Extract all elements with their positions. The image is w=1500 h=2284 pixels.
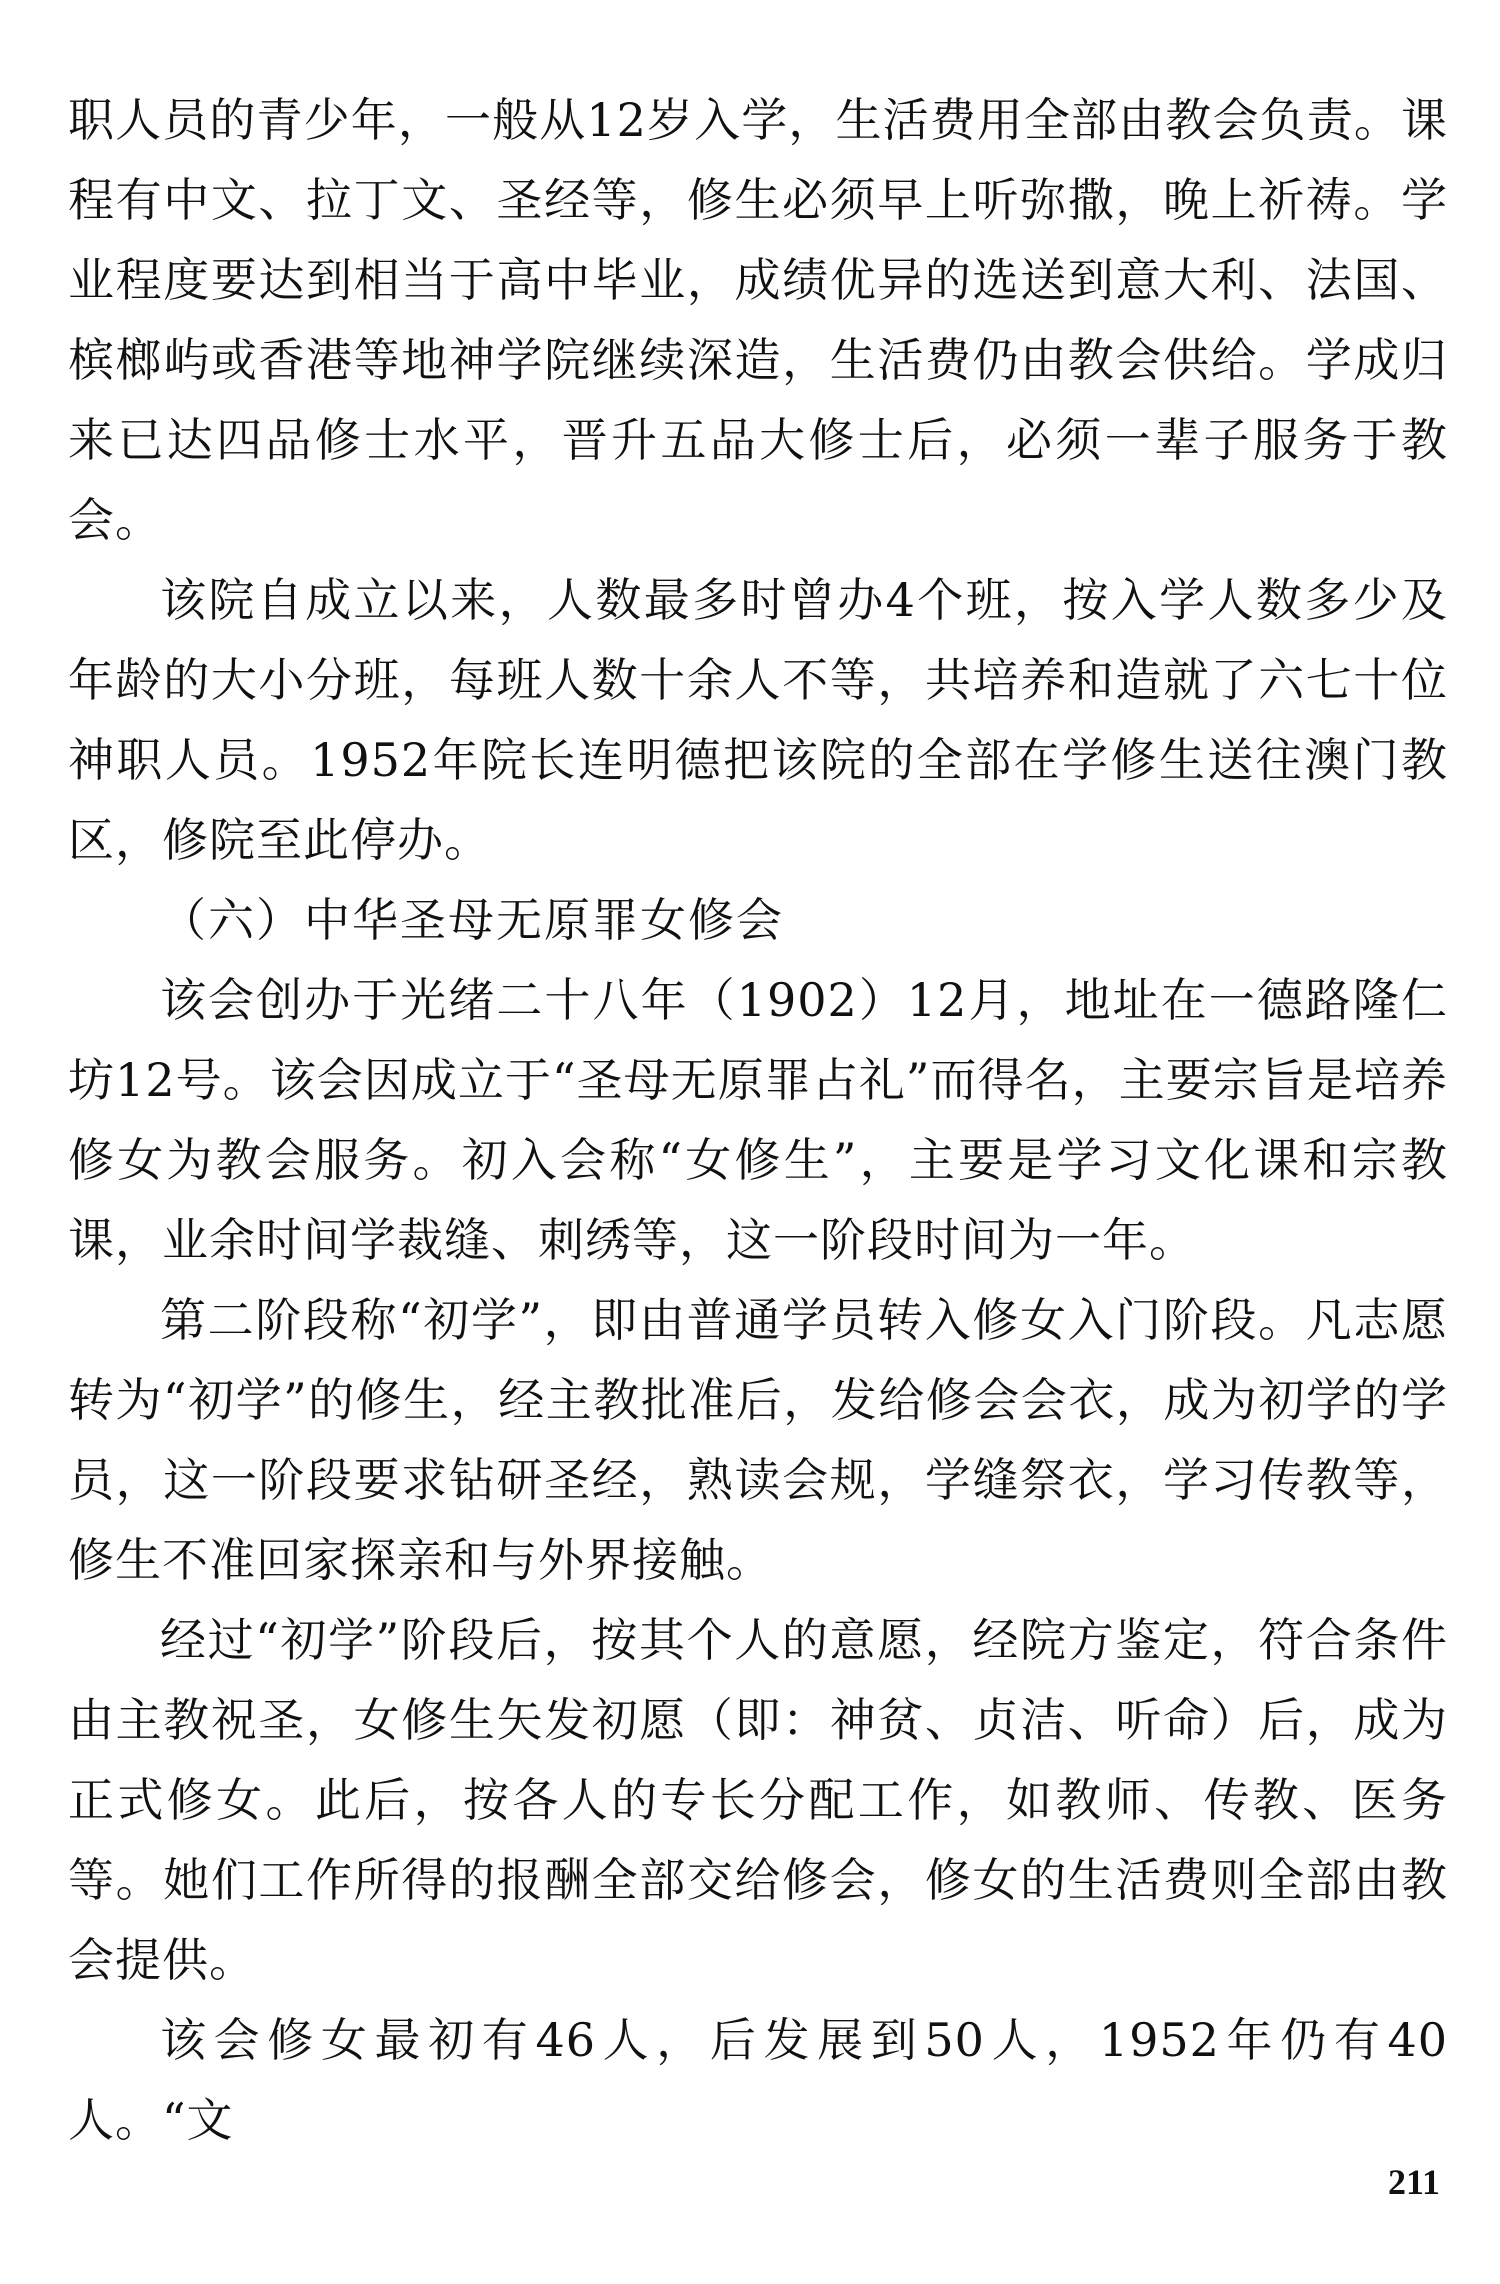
body-text [68,80,1448,2160]
paragraph-3: 该会创办于光绪二十八年（1902）12月，地址在一德路隆仁坊12号。该会因成立于“圣母无原罪占礼”而得名，主要宗旨是培养修女为教会服务。初入会称“女修生”，主要是学习文化课和宗教课，业余时间学裁缝、刺绣等，这一阶段时间为一年。 [68,973,1448,1267]
page-number: 211 [1387,2162,1440,2202]
paragraph-4: 第二阶段称“初学”，即由普通学员转入修女入门阶段。凡志愿转为“初学”的修生，经主教批准后，发给修会会衣，成为初学的学员，这一阶段要求钻研圣经，熟读会规，学缝祭衣，学习传教等，修生不准回家探亲和与外界接触。 [68,1293,1448,1587]
paragraph-2: 该院自成立以来，人数最多时曾办4个班，按入学人数多少及年龄的大小分班，每班人数十余人不等，共培养和造就了六七十位神职人员。1952年院长连明德把该院的全部在学修生送往澳门教区，修院至此停办。 [68,573,1448,867]
paragraph-5: 经过“初学”阶段后，按其个人的意愿，经院方鉴定，符合条件由主教祝圣，女修生矢发初愿（即：神贫、贞洁、听命）后，成为正式修女。此后，按各人的专长分配工作，如教师、传教、医务等。她们工作所得的报酬全部交给修会，修女的生活费则全部由教会提供。 [68,1613,1448,1987]
paragraph-6: 该会修女最初有46人，后发展到50人，1952年仍有40人。“文 [68,2013,1448,2147]
section-heading: （六）中华圣母无原罪女修会 [160,893,784,947]
paragraph-1-continued: 职人员的青少年，一般从12岁入学，生活费用全部由教会负责。课程有中文、拉丁文、圣经等，修生必须早上听弥撒，晚上祈祷。学业程度要达到相当于高中毕业，成绩优异的选送到意大利、法国、槟榔屿或香港等地神学院继续深造，生活费仍由教会供给。学成归来已达四品修士水平，晋升五品大修士后，必须一辈子服务于教会。 [68,93,1448,547]
